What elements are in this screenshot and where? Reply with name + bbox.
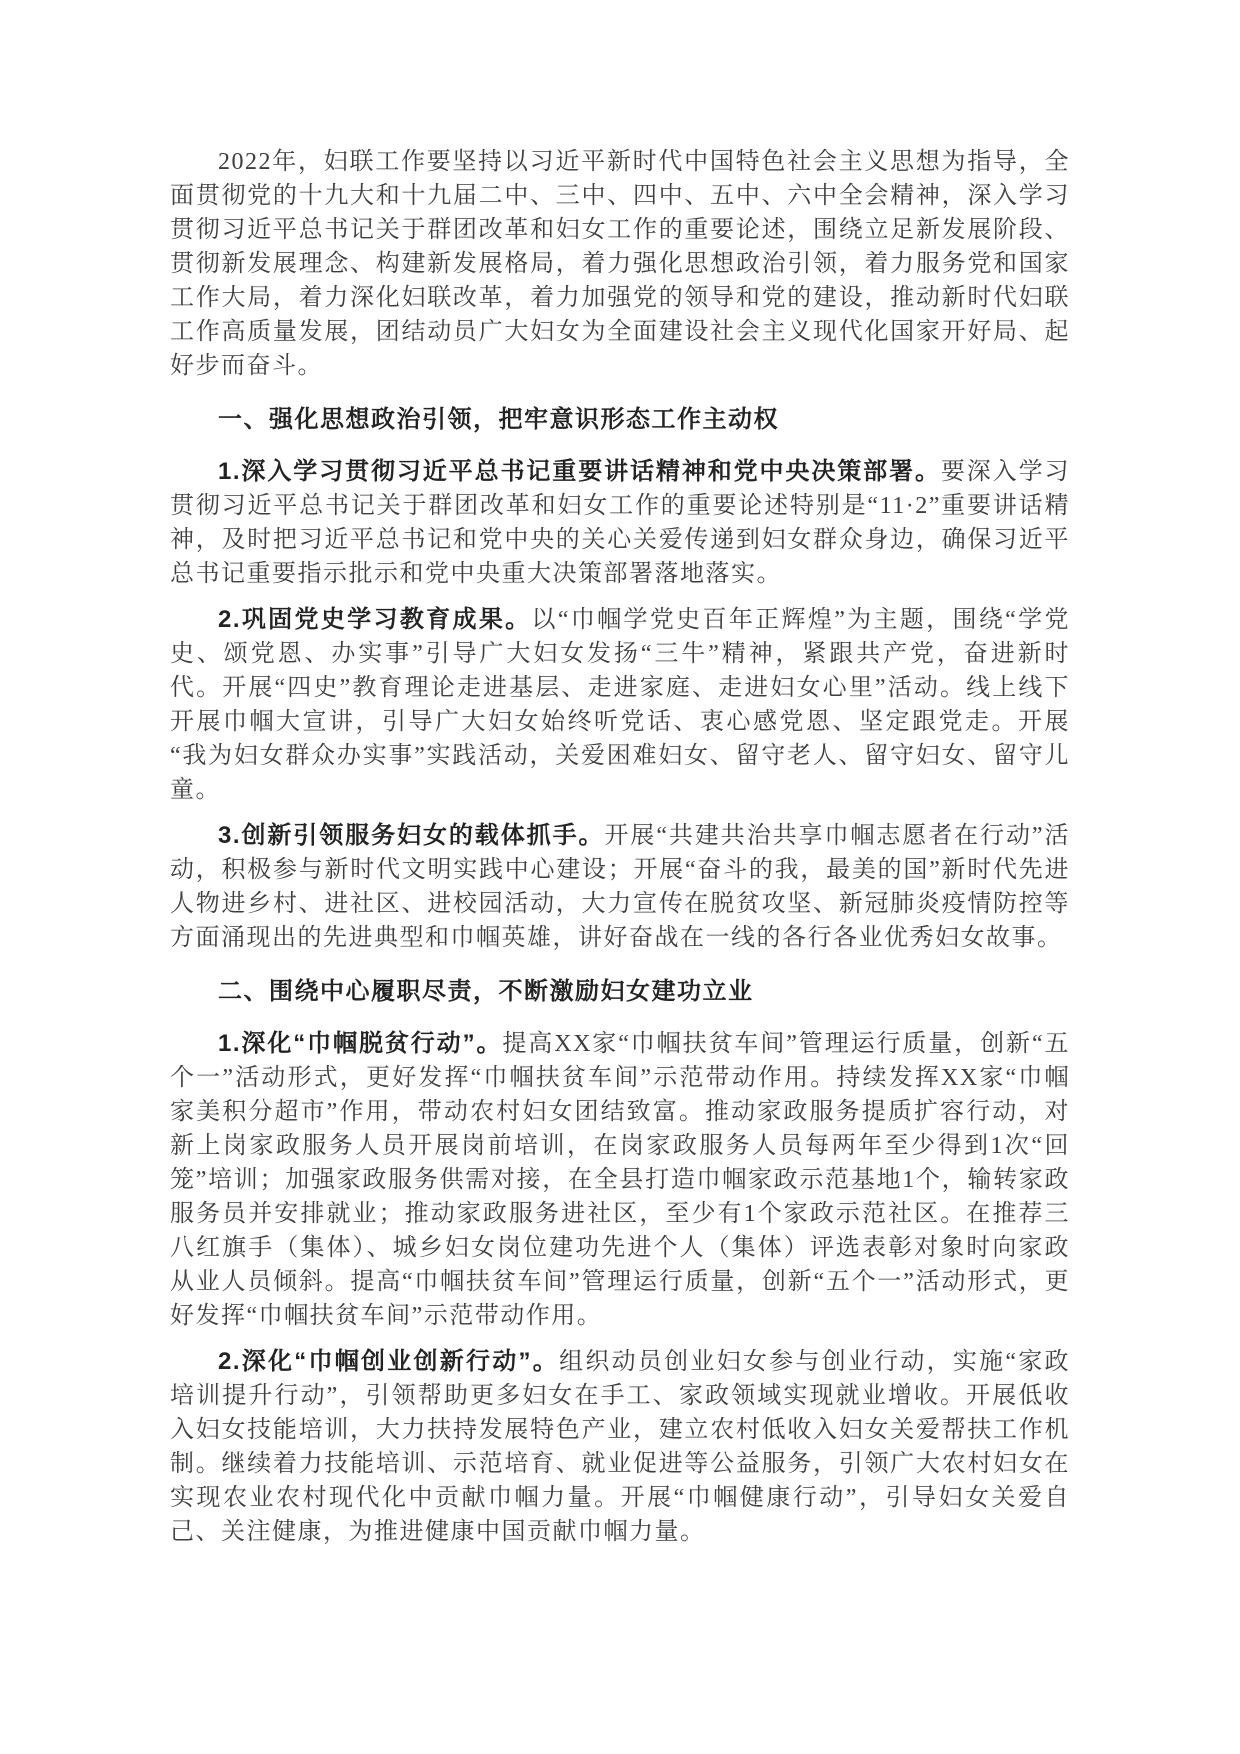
paragraph-1-2 <box>170 603 1070 807</box>
paragraph-text: 组织动员创业妇女参与创业行动，实施“家政培训提升行动”，引领帮助更多妇女在手工、家政领域实现就业增收。开展低收入妇女技能培训，大力扶持发展特色产业，建立农村低收入妇女关爱帮扶工作机制。继续着力技能培训、示范培育、就业促进等公益服务，引领广大农村妇女在实现农业农村现代化中贡献巾帼力量。开展“巾帼健康行动”，引导妇女关爱自己、关注健康，为推进健康中国贡献巾帼力量。 <box>170 1349 1071 1545</box>
paragraph-lead: 2.深化“巾帼创业创新行动”。 <box>218 1348 560 1375</box>
paragraph-lead: 1.深入学习贯彻习近平总书记重要讲话精神和党中央决策部署。 <box>218 458 941 485</box>
paragraph-text: 提高XX家“巾帼扶贫车间”管理运行质量，创新“五个一”活动形式，更好发挥“巾帼扶贫车间”示范带动作用。持续发挥XX家“巾帼家美积分超市”作用，带动农村妇女团结致富。推动家政服务提质扩容行动，对新上岗家政服务人员开展岗前培训，在岗家政服务人员每两年至少得到1次“回笼”培训；加强家政服务供需对接，在全县打造巾帼家政示范基地1个，输转家政服务员并安排就业；推动家政服务进社区，至少有1个家政示范社区。在推荐三八红旗手（集体）、城乡妇女岗位建功先进个人（集体）评选表彰对象时向家政从业人员倾斜。提高“巾帼扶贫车间”管理运行质量，创新“五个一”活动形式，更好发挥“巾帼扶贫车间”示范带动作用。 <box>170 1031 1071 1329</box>
paragraph-1-1 <box>170 455 1070 591</box>
paragraph-text: 要深入学习贯彻习近平总书记关于群团改革和妇女工作的重要论述特别是“11·2”重要讲话精神，及时把习近平总书记和党中央的关心关爱传递到妇女群众身边，确保习近平总书记重要指示批示和党中央重大决策部署落地落实。 <box>170 459 1070 587</box>
paragraph-2-2 <box>170 1345 1070 1549</box>
paragraph-1-3 <box>170 819 1070 955</box>
paragraph-text: 以“巾帼学党史百年正辉煌”为主题，围绕“学党史、颂党恩、办实事”引导广大妇女发扬“三牛”精神，紧跟共产党，奋进新时代。开展“四史”教育理论走进基层、走进家庭、走进妇女心里”活动。线上线下开展巾帼大宣讲，引导广大妇女始终听党话、衷心感党恩、坚定跟党走。开展“我为妇女群众办实事”实践活动，关爱困难妇女、留守老人、留守妇女、留守儿童。 <box>170 607 1070 803</box>
section-heading-2: 二、围绕中心履职尽责，不断激励妇女建功立业 <box>218 978 754 1005</box>
document-body <box>170 145 1070 1561</box>
intro-paragraph <box>170 145 1070 383</box>
paragraph-text: 2022年，妇联工作要坚持以习近平新时代中国特色社会主义思想为指导，全面贯彻党的十九大和十九届二中、三中、四中、五中、六中全会精神，深入学习贯彻习近平总书记关于群团改革和妇女工作的重要论述，围绕立足新发展阶段、贯彻新发展理念、构建新发展格局，着力强化思想政治引领，着力服务党和国家工作大局，着力深化妇联改革，着力加强党的领导和党的建设，推动新时代妇联工作高质量发展，团结动员广大妇女为全面建设社会主义现代化国家开好局、起好步而奋斗。 <box>170 149 1070 379</box>
section-heading-1: 一、强化思想政治引领，把牢意识形态工作主动权 <box>218 406 779 433</box>
paragraph-text: 开展“共建共治共享巾帼志愿者在行动”活动，积极参与新时代文明实践中心建设；开展“奋斗的我，最美的国”新时代先进人物进乡村、进社区、进校园活动，大力宣传在脱贫攻坚、新冠肺炎疫情防控等方面涌现出的先进典型和巾帼英雄，讲好奋战在一线的各行各业优秀妇女故事。 <box>170 823 1071 951</box>
paragraph-lead: 3.创新引领服务妇女的载体抓手。 <box>218 822 605 849</box>
paragraph-lead: 2.巩固党史学习教育成果。 <box>218 606 532 633</box>
paragraph-2-1 <box>170 1027 1070 1333</box>
paragraph-lead: 1.深化“巾帼脱贫行动”。 <box>218 1030 503 1057</box>
